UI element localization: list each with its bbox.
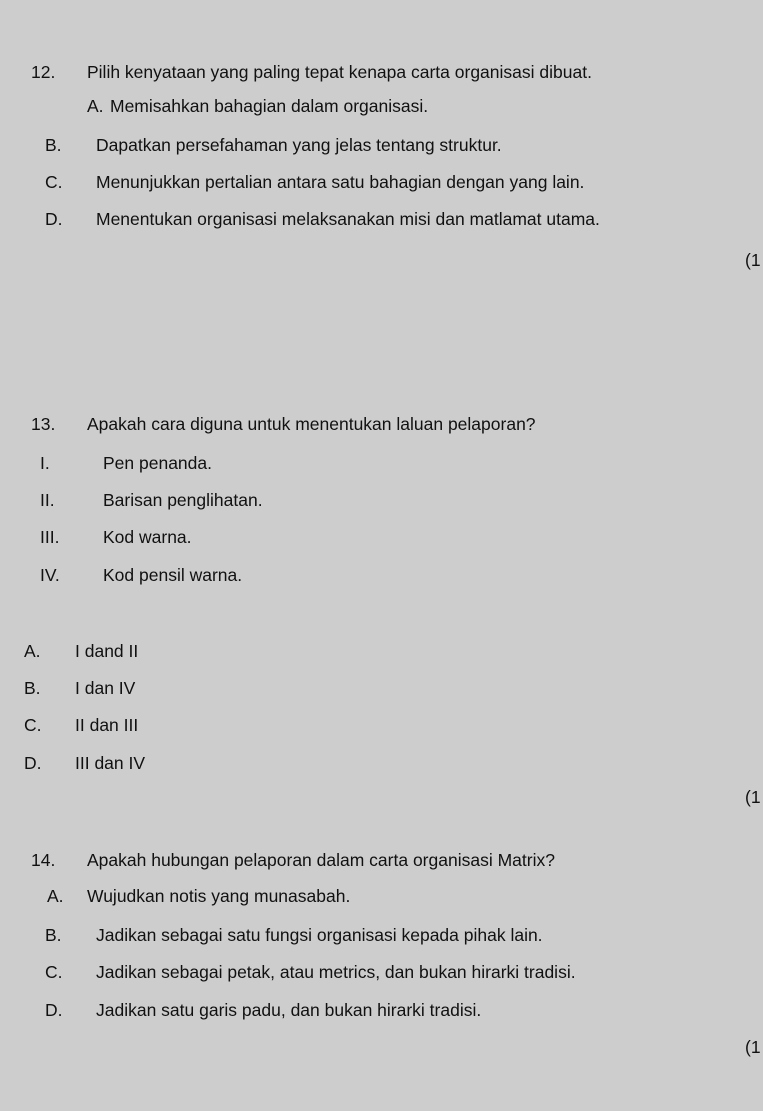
option-text: II dan III bbox=[75, 715, 139, 735]
option-letter: D. bbox=[45, 1000, 63, 1020]
option-letter: C. bbox=[45, 962, 63, 982]
option-letter: C. bbox=[45, 172, 63, 192]
option-text: Menunjukkan pertalian antara satu bahagian dengan yang lain. bbox=[96, 172, 585, 192]
statement-text: Barisan penglihatan. bbox=[103, 490, 263, 510]
option-text: Jadikan sebagai satu fungsi organisasi kepada pihak lain. bbox=[96, 925, 543, 945]
statement-text: Kod warna. bbox=[103, 527, 192, 547]
question-number: 12. bbox=[31, 62, 56, 82]
option-letter: D. bbox=[45, 209, 63, 229]
option-text: Jadikan sebagai petak, atau metrics, dan bukan hirarki tradisi. bbox=[96, 962, 576, 982]
option-text: Jadikan satu garis padu, dan bukan hirarki tradisi. bbox=[96, 1000, 482, 1020]
marks-label: (1 bbox=[745, 250, 761, 270]
statement-numeral: III. bbox=[40, 527, 60, 547]
question-number: 13. bbox=[31, 414, 56, 434]
option-letter: C. bbox=[24, 715, 42, 735]
question-text: Pilih kenyataan yang paling tepat kenapa carta organisasi dibuat. bbox=[87, 62, 592, 82]
option-letter: B. bbox=[45, 925, 62, 945]
option-text: Menentukan organisasi melaksanakan misi dan matlamat utama. bbox=[96, 209, 600, 229]
option-letter: D. bbox=[24, 753, 42, 773]
statement-text: Kod pensil warna. bbox=[103, 565, 243, 585]
option-text: I dand II bbox=[75, 641, 139, 661]
option-letter: A. bbox=[87, 96, 104, 116]
statement-numeral: II. bbox=[40, 490, 55, 510]
option-text: Wujudkan notis yang munasabah. bbox=[87, 886, 351, 906]
marks-label: (1 bbox=[745, 787, 761, 807]
option-text: Memisahkan bahagian dalam organisasi. bbox=[110, 96, 429, 116]
statement-numeral: IV. bbox=[40, 565, 60, 585]
option-letter: B. bbox=[24, 678, 41, 698]
option-letter: B. bbox=[45, 135, 62, 155]
statement-numeral: I. bbox=[40, 453, 50, 473]
marks-label: (1 bbox=[745, 1037, 761, 1057]
question-number: 14. bbox=[31, 850, 56, 870]
option-text: I dan IV bbox=[75, 678, 136, 698]
option-letter: A. bbox=[24, 641, 41, 661]
statement-text: Pen penanda. bbox=[103, 453, 212, 473]
option-letter: A. bbox=[47, 886, 64, 906]
option-text: Dapatkan persefahaman yang jelas tentang struktur. bbox=[96, 135, 502, 155]
option-text: III dan IV bbox=[75, 753, 146, 773]
question-text: Apakah hubungan pelaporan dalam carta organisasi Matrix? bbox=[87, 850, 555, 870]
question-text: Apakah cara diguna untuk menentukan laluan pelaporan? bbox=[87, 414, 536, 434]
